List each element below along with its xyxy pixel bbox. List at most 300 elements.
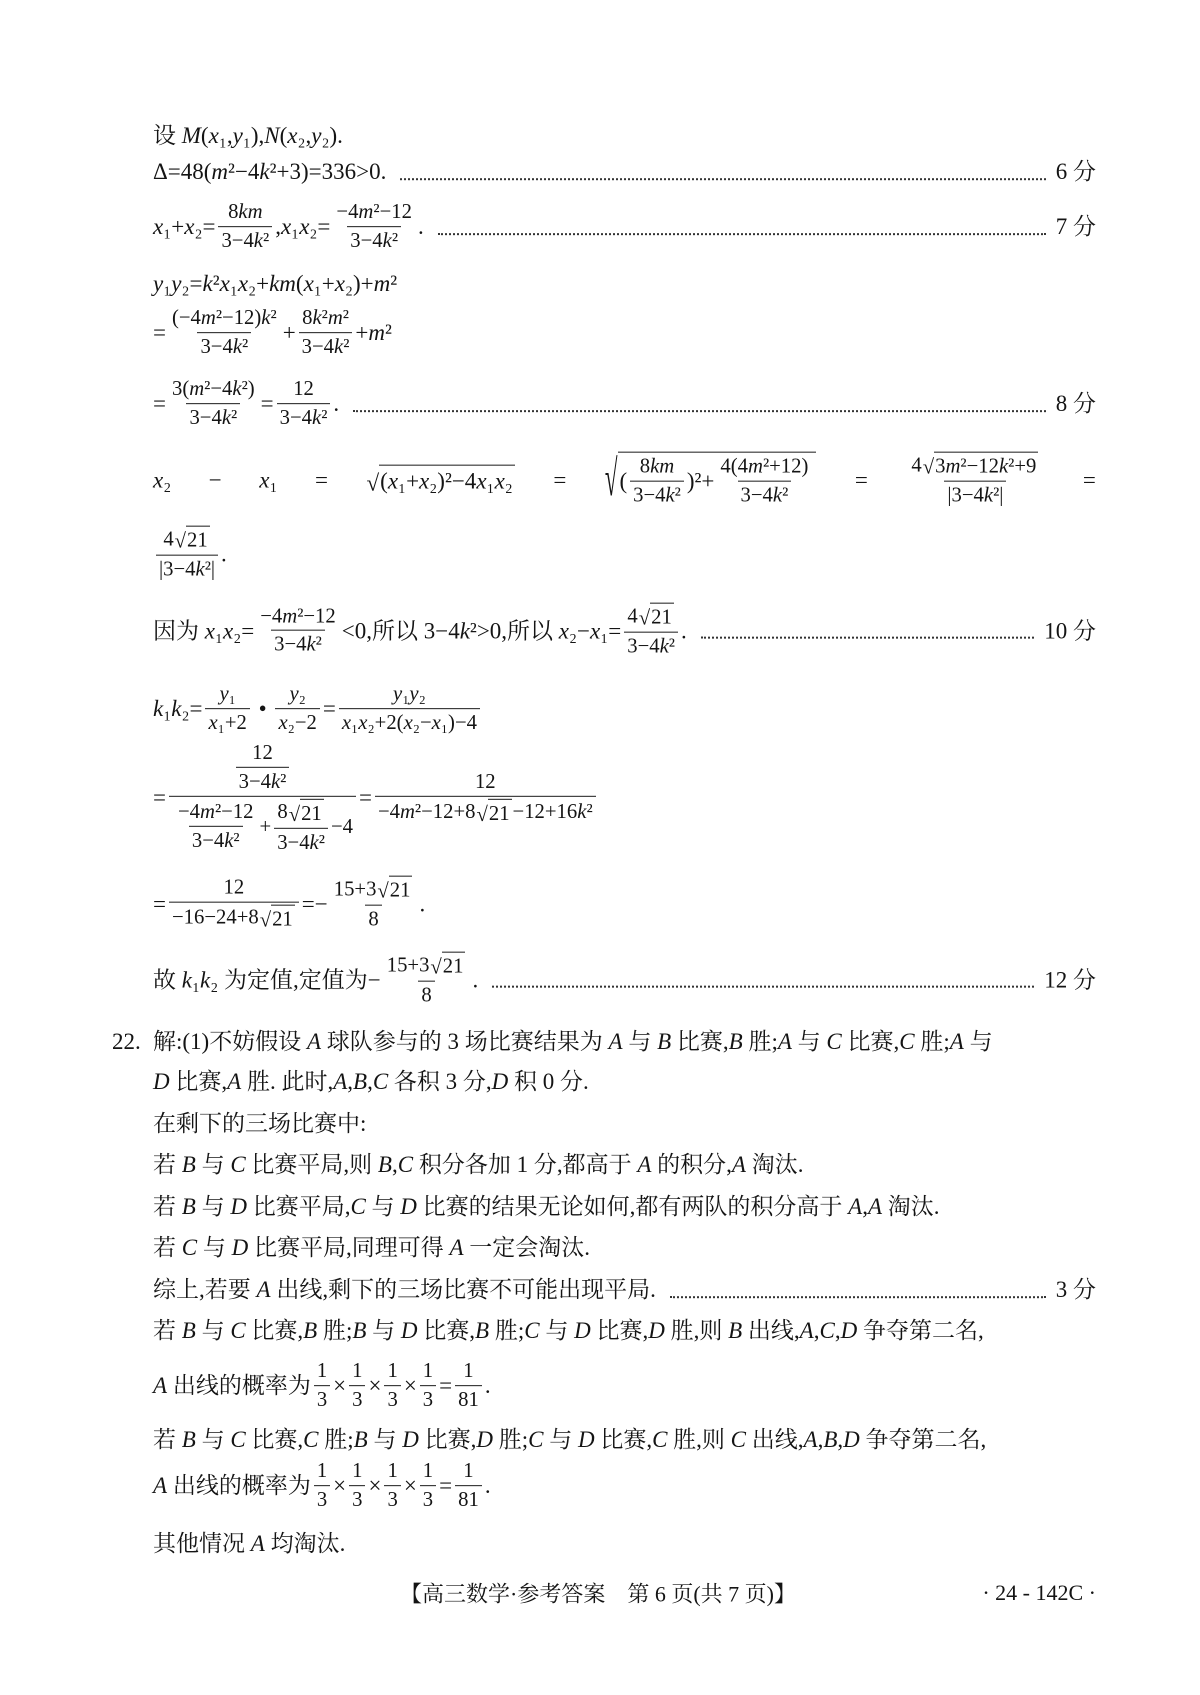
radicand [300,799,324,827]
line-content [153,122,343,150]
fraction [236,741,290,795]
math-variable: A [731,1152,746,1178]
fraction-numerator [257,604,339,630]
math-variable: B [657,1029,672,1055]
math-variable: C [230,1427,246,1453]
math-text: 3−4k² [238,770,287,793]
math-variable: C [230,1318,246,1344]
math-variable: k [665,484,675,507]
math-text: y₂ [289,683,306,706]
math-text: −4m²−12 [260,605,336,628]
fraction [375,770,596,827]
math-text: . [680,618,687,644]
math-variable: C [652,1427,668,1453]
math-text: y₁y₂ [393,683,426,706]
math-variable: m [373,271,391,297]
math-text: = [322,696,336,722]
math-variable: x [153,214,164,240]
math-text: 在剩下的三场比赛中: [153,1111,367,1137]
math-text: 1 [422,1460,434,1483]
radicand [379,465,515,496]
fraction-denominator [624,632,678,660]
score-points: 8 分 [1055,391,1096,417]
fraction [277,377,331,431]
math-variable: D [230,1194,247,1220]
line-content [153,1459,491,1513]
score-points: 10 分 [1044,618,1096,644]
math-variable: k [232,336,242,358]
math-variable: D [400,1194,417,1220]
math-variable: x [494,468,505,494]
math-text: =− [301,891,328,917]
math-variable: D [843,1427,860,1453]
radicand [488,799,512,827]
math-variable: k [772,484,783,507]
math-text: 15+3 [386,954,430,977]
line-content [153,682,483,736]
radical-sign: √ [430,956,442,979]
fraction [349,1459,365,1513]
math-variable: x [590,618,601,644]
math-variable: km [650,455,675,478]
math-text: 12 [293,378,314,401]
math-variable: A [803,1427,818,1453]
fraction [333,200,415,254]
math-text: 22. [112,1029,141,1055]
math-text: = [439,1373,453,1399]
math-text: 若 C 与 D 比赛平局,同理可得 A 一定会淘汰. [153,1235,591,1261]
solution-line [153,526,1096,583]
fraction-numerator [624,603,677,632]
math-text: 21 [488,802,510,825]
math-text: x₁x₂+2(x₂−x₁)−4 [341,712,477,734]
math-text: 3 [316,1489,328,1511]
math-variable: k [306,634,316,656]
math-variable: x [334,271,345,297]
math-variable: D [491,1069,509,1095]
math-variable: x [403,712,413,734]
square-root [377,876,412,904]
radicand [442,952,466,980]
fraction-denominator [299,332,353,360]
fraction-denominator [277,403,331,431]
math-variable: m [945,455,961,478]
radical-sign: √ [476,803,488,826]
math-text: 4 [911,454,922,477]
math-text: 3−4k² [633,484,681,507]
math-variable: k [998,455,1009,478]
fraction-numerator [390,682,429,708]
solution-line [153,1110,1096,1138]
math-variable: k [181,967,192,993]
math-text: 21 [187,529,208,552]
math-text: . [472,967,479,993]
radicand [934,452,1038,480]
math-variable: x [223,618,234,644]
math-variable: k [334,336,344,358]
math-text: = [315,467,329,493]
fraction-denominator [630,481,684,509]
math-variable: C [730,1427,746,1453]
math-text: 21 [272,908,293,931]
math-variable: y [219,683,229,706]
solution-line [153,158,1096,186]
math-variable: C [524,1318,540,1344]
math-variable: C [350,1194,366,1220]
math-variable: C [819,1318,835,1344]
fraction-denominator [365,905,381,933]
solution-line [153,1426,1096,1454]
fraction [455,1459,482,1513]
math-variable: x [287,123,298,149]
score-points: 7 分 [1055,214,1096,240]
math-text: 12 [474,770,496,793]
math-variable: B [181,1194,196,1220]
math-text: Δ=48(m²−4k²+3)=336>0. [153,159,387,185]
math-variable: D [402,1427,419,1453]
math-variable: B [181,1318,196,1344]
math-variable: x [299,214,310,240]
math-variable: y [311,123,322,149]
dot-leader [670,1296,1046,1298]
radicand [618,452,816,509]
math-text: 1 [387,1360,398,1383]
math-variable: B [352,1318,367,1344]
fraction-numerator [331,876,417,905]
math-text: 8 [277,801,288,823]
fraction-denominator [375,796,596,827]
solution-line [153,1276,1096,1304]
fraction [299,306,353,360]
math-text: = [553,467,567,493]
math-variable: B [475,1318,490,1344]
math-text: y₁ [219,683,236,706]
math-variable: m [747,455,763,478]
square-root [923,452,1039,480]
fraction [384,952,470,1009]
math-variable: y [393,683,403,706]
math-variable: k [224,829,234,852]
math-variable: k [171,696,182,722]
fraction-denominator [349,1385,365,1413]
math-text: 3−4k² [274,634,322,656]
math-text: × [333,1473,347,1499]
fraction-numerator [349,1459,365,1485]
math-text: 3 [316,1389,328,1411]
fraction [169,876,299,933]
fraction-denominator [347,226,401,254]
math-text: 1 [352,1360,363,1383]
line-content [153,306,392,360]
math-variable: k [261,307,271,330]
solution-line [153,1193,1096,1221]
math-variable: A [848,1194,863,1220]
line-content [153,1234,590,1262]
math-text: −4 [330,815,353,838]
math-text: −12+16k² [512,801,593,823]
math-variable: x [341,712,352,734]
solution-line [153,200,1096,254]
math-text: A 出线的概率为 [153,1473,311,1499]
math-variable: A [306,1029,322,1055]
footer-title: 【高三数学·参考答案 第 6 页(共 7 页)】 [400,1581,796,1607]
math-variable: B [353,1069,368,1095]
fraction-numerator [314,1459,330,1485]
fraction-denominator [197,332,251,360]
solution-line [153,1068,1096,1096]
math-text: = [153,320,166,346]
math-text: )²+ [686,468,715,494]
fraction-numerator [333,200,415,226]
fraction-numerator [169,377,258,403]
fraction-denominator [156,555,218,583]
math-variable: x [280,214,292,240]
math-variable: C [528,1427,544,1453]
fraction-denominator [420,1485,436,1513]
math-variable: A [250,1531,265,1557]
math-text: 12 [252,741,273,764]
math-text: × [368,1473,382,1499]
fraction-numerator [420,1459,436,1485]
math-variable: m [399,801,415,823]
math-text: 3−4k² [200,336,249,358]
fraction-denominator [339,708,480,736]
math-variable: D [577,1427,595,1453]
math-text: = [260,391,274,417]
fraction [349,1359,365,1413]
math-text: (−4m²−12)k² [171,307,277,330]
math-variable: m [200,801,215,823]
math-variable: k [659,635,669,658]
line-content [153,1151,803,1179]
math-variable: y [232,123,243,149]
math-variable: k [270,770,281,793]
math-variable: km [238,201,263,224]
math-text: = [153,391,166,417]
math-variable: k [459,618,470,644]
line-content [153,603,687,660]
math-variable: D [231,1235,249,1261]
math-text: = [854,467,868,493]
fraction-denominator [271,630,325,658]
math-variable: x [558,618,570,644]
solution-line [153,122,1096,150]
solution-line [153,876,1096,933]
fraction-numerator [384,952,470,981]
fraction-denominator [738,481,792,509]
math-variable: A [449,1235,464,1261]
fraction [624,603,678,660]
score-points: 6 分 [1055,159,1096,185]
line-content [153,1276,656,1304]
math-text: × [403,1373,417,1399]
math-text: 8k²m² [302,307,349,330]
math-text: +m² [355,320,392,346]
math-text: 3m²−12k²+9 [935,455,1037,478]
fraction-numerator [216,682,238,708]
fraction [420,1359,436,1413]
fraction [218,200,272,254]
fraction [314,1459,330,1513]
math-variable: k [312,307,322,330]
fraction [384,1459,400,1513]
problem-22-start-line [112,1028,1096,1056]
math-variable: C [181,1235,198,1261]
math-variable: x [358,712,368,734]
math-variable: k [221,407,231,429]
fraction-denominator [384,1385,400,1413]
math-variable: A [153,1473,168,1499]
math-text: y₁y₂=k²x₁x₂+km(x₁+x₂)+m² [153,271,398,297]
fraction-numerator [908,452,1042,481]
math-variable: k [195,558,205,581]
solution-line [153,377,1096,431]
math-text: 1 [463,1460,474,1483]
dot-leader [438,233,1046,235]
fraction [331,876,417,933]
fraction [908,452,1042,509]
fraction-numerator [717,455,811,481]
math-text: . [419,891,426,917]
radical-sign: √ [377,880,389,903]
math-text: 15+3 [333,878,377,901]
fraction-denominator [455,1485,482,1513]
fraction [274,799,328,856]
math-variable: C [397,1152,414,1178]
math-variable: m [368,320,386,346]
fraction-denominator [189,826,243,854]
math-variable: B [353,1427,368,1453]
math-text: • [252,696,273,722]
math-text: 21 [651,606,672,629]
fraction-denominator [314,1485,330,1513]
footer-code: · 24 - 142C · [982,1580,1096,1605]
square-root [605,452,817,509]
math-variable: k [312,407,322,429]
math-variable: k [232,378,242,401]
math-variable: y [289,683,299,706]
fraction [717,455,811,509]
math-variable: A [637,1152,652,1178]
math-variable: x [419,468,430,494]
math-text: <0,所以 3−4k²>0,所以 x₂−x₁= [341,618,622,644]
math-variable: D [840,1318,858,1344]
math-variable: B [823,1427,838,1453]
math-text: −4m²−12 [177,801,254,823]
fraction-denominator [169,902,299,933]
radical-sign: √ [366,470,380,496]
math-text: −4m²−12 [336,201,412,224]
math-text: −16−24+8 [171,907,259,929]
fraction [314,1359,330,1413]
dot-leader [400,178,1045,180]
math-variable: y [171,271,182,297]
math-variable: D [476,1427,493,1453]
solution-line [153,1359,1096,1413]
math-text: 1 [316,1460,328,1483]
fraction-numerator [460,1459,476,1485]
math-text: = [358,785,372,811]
fraction [420,1459,436,1513]
math-text: . [417,214,424,240]
math-variable: k [259,159,270,185]
math-text: 3(m²−4k²) [171,378,255,401]
fraction-denominator [186,403,240,431]
score-points: 12 分 [1044,967,1096,993]
math-variable: y [153,271,164,297]
math-text: × [368,1373,382,1399]
fraction [169,377,258,431]
math-variable: A [333,1069,348,1095]
square-root [289,799,324,827]
math-text: 解:(1)不妨假设 A 球队参与的 3 场比赛结果为 A 与 B 比赛,B 胜;A 与 C 比赛,C 胜;A 与 [153,1029,993,1055]
solution-line [153,603,1096,660]
math-variable: D [648,1318,665,1344]
math-text: ( [619,468,628,494]
line-content [153,1530,345,1558]
radical-sign: √ [288,803,301,826]
solution-line [153,682,1096,736]
math-variable: D [400,1318,418,1344]
math-text: ,x₁x₂= [275,214,331,240]
math-text: 3 [352,1489,363,1511]
math-text: 4 [627,605,638,628]
square-root [367,465,515,496]
math-text: x₂−2 [278,712,317,734]
fraction-numerator [175,800,257,826]
radicand [650,603,674,631]
radicand [389,876,413,904]
math-text: x₁+2 [208,712,247,734]
math-variable: x [184,214,195,240]
fraction [630,455,684,509]
math-variable: x [208,712,218,734]
line-content [153,200,424,254]
math-text: 3−4k² [189,407,238,429]
fraction [205,682,249,736]
math-text: 3−4k² [221,230,270,252]
square-root [476,799,511,827]
fraction-denominator [205,708,249,736]
fraction-numerator [384,1359,400,1385]
fraction-numerator [314,1359,330,1385]
dot-leader [701,637,1035,639]
math-text: k₁k₂= [153,696,203,722]
math-text: 8 [368,908,379,931]
radical-sign: √ [604,451,618,507]
radicand [186,526,210,554]
math-text: − [208,467,222,493]
math-text: × [333,1373,347,1399]
math-variable: m [200,307,216,330]
math-variable: A [949,1029,964,1055]
math-text: = [439,1473,453,1499]
line-content [153,270,397,298]
fraction [156,526,218,583]
math-variable: x [387,468,399,494]
fraction-numerator [299,306,352,332]
radical-sign: √ [922,456,935,479]
line-content [153,377,339,431]
fraction-numerator [249,741,276,767]
fraction-denominator [455,1385,482,1413]
math-text: 4(4m²+12) [720,455,809,478]
fraction [275,682,319,736]
math-variable: A [608,1029,623,1055]
solution-line [153,306,1096,360]
dot-leader [353,410,1046,412]
fraction-denominator [275,708,319,736]
